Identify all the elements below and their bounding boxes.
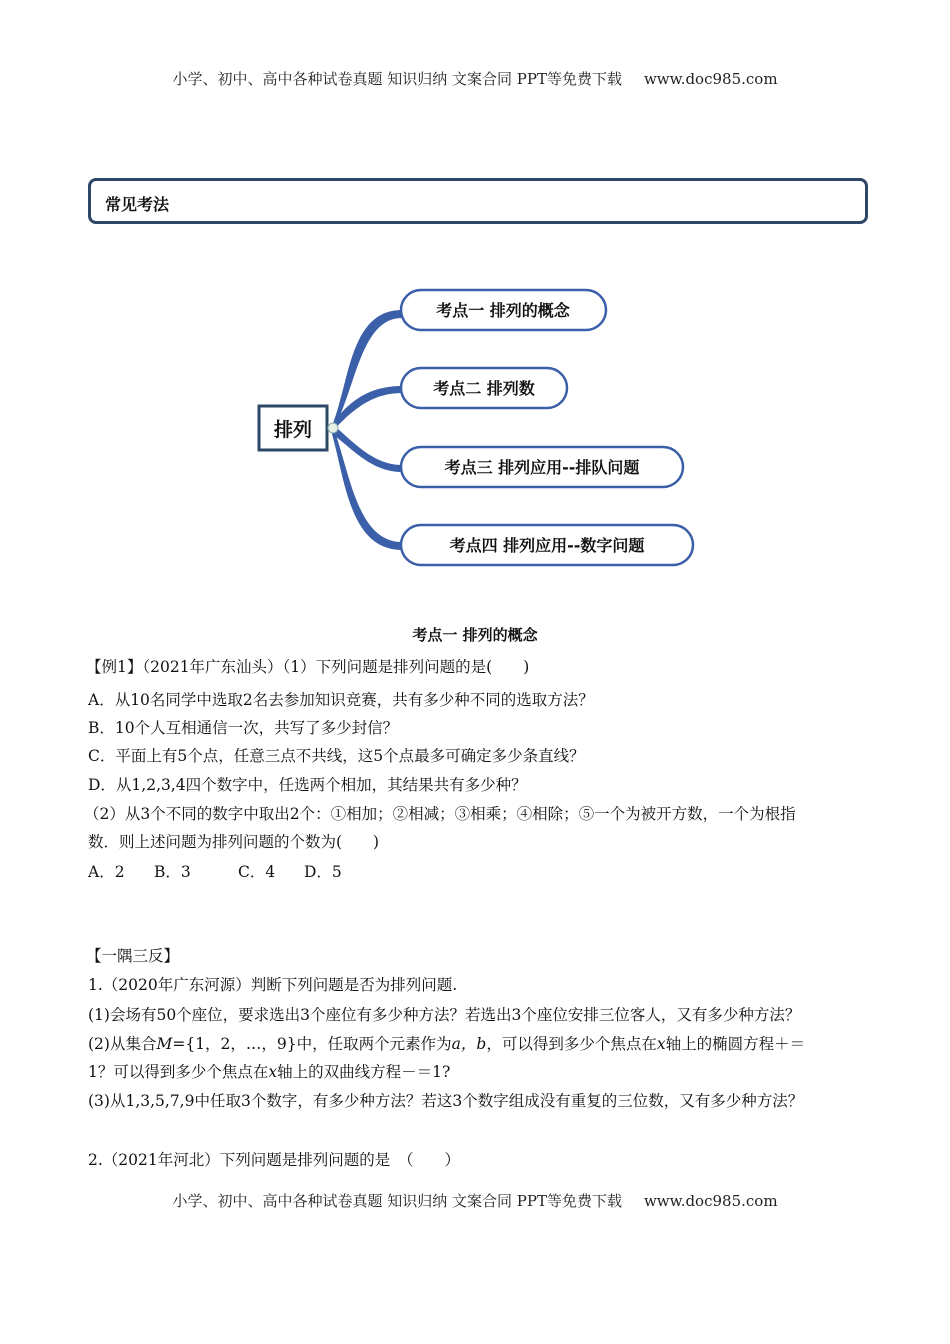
footer-text: 小学、初中、高中各种试卷真题 知识归纳 文案合同 PPT等免费下载 [172, 1192, 622, 1210]
option-c: C．平面上有5个点，任意三点不共线，这5个点最多可确定多少条直线？ [88, 747, 585, 765]
text-span: ，可以得到多少个焦点在 [486, 1035, 657, 1053]
text-span: ={1，2，…，9}中，任取两个元素作为 [172, 1035, 452, 1053]
example1-heading: 【例1】（2021年广东汕头）（1）下列问题是排列问题的是( ) [86, 658, 530, 676]
math-var-ab: a，b [451, 1035, 487, 1053]
math-var-x: x [268, 1063, 278, 1081]
option-b: B．10个人互相通信一次，共写了多少封信？ [88, 719, 399, 737]
question2-line2: 数．则上述问题为排列问题的个数为( ) [88, 833, 380, 851]
question2-choices [88, 862, 342, 882]
text-span: 轴上的双曲线方程－＝1? [277, 1063, 451, 1081]
practice1-heading: 1.（2020年广东河源）判断下列问题是否为排列问题. [88, 976, 458, 994]
text-span: (2)从集合 [88, 1035, 157, 1053]
mindmap-root-label: 排列 [273, 419, 313, 441]
footer-site[interactable]: www.doc985.com [643, 1192, 778, 1210]
choice-d: D．5 [304, 863, 342, 881]
option-a: A．从10名同学中选取2名去参加知识竞赛，共有多少种不同的选取方法？ [88, 691, 594, 709]
practice1-item2-line1 [88, 1034, 805, 1054]
question2-line1: （2）从3个不同的数字中取出2个：①相加；②相减；③相乘；④相除；⑤一个为被开方数，一个为根指 [84, 805, 796, 823]
practice-heading: 【一隅三反】 [86, 947, 180, 965]
choice-c: C．4 [238, 863, 276, 881]
math-var-x: x [656, 1035, 666, 1053]
header-text: 小学、初中、高中各种试卷真题 知识归纳 文案合同 PPT等免费下载 [172, 70, 622, 88]
branch-label-1: 考点一 排列的概念 [436, 301, 570, 320]
practice2-heading: 2.（2021年河北）下列问题是排列问题的是 （ ） [88, 1151, 460, 1169]
branch-label-2: 考点二 排列数 [433, 379, 535, 398]
mindmap-connectors [332, 310, 402, 550]
connector-4 [332, 424, 402, 550]
branch-label-3: 考点三 排列应用--排队问题 [444, 458, 640, 477]
page-footer [0, 1190, 950, 1211]
header-site[interactable]: www.doc985.com [643, 70, 778, 88]
mindmap [0, 0, 950, 600]
branch-label-4: 考点四 排列应用--数字问题 [449, 536, 645, 555]
text-span: 轴上的椭圆方程＋＝ [665, 1035, 806, 1053]
text-span: 1？可以得到多少个焦点在 [88, 1063, 269, 1081]
topic-title: 考点一 排列的概念 [412, 626, 538, 644]
choice-a: A．2 [88, 863, 125, 881]
section-title: 常见考法 [105, 195, 170, 214]
math-var-m: M [156, 1035, 173, 1053]
choice-b: B．3 [154, 863, 191, 881]
practice1-item2-line2 [88, 1062, 450, 1082]
practice1-item1: (1)会场有50个座位，要求选出3个座位有多少种方法？若选出3个座位安排三位客人，又有多少种方法？ [88, 1006, 801, 1024]
practice1-item3: (3)从1,3,5,7,9中任取3个数字，有多少种方法？若这3个数字组成没有重复的三位数，又有多少种方法？ [88, 1092, 804, 1110]
option-d: D．从1,2,3,4四个数字中，任选两个相加，其结果共有多少种？ [88, 776, 527, 794]
mindmap-root-node [328, 423, 338, 433]
